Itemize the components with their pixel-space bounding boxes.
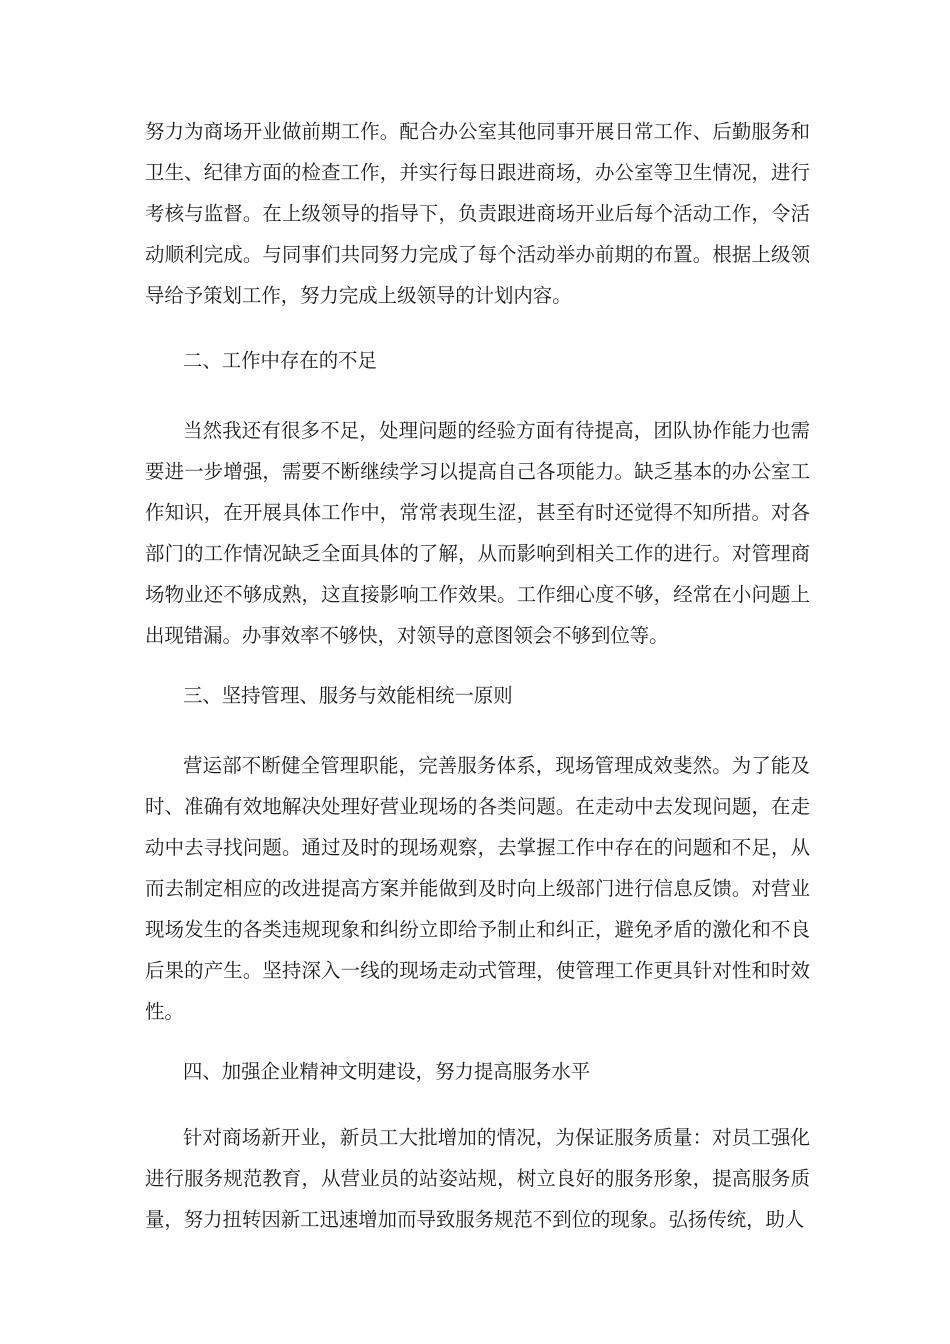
- section-heading: 三、坚持管理、服务与效能相统一原则: [183, 684, 513, 707]
- body-paragraph: 努力为商场开业做前期工作。配合办公室其他同事开展日常工作、后勤服务和卫生、纪律方面的检查工作，并实行每日跟进商场，办公室等卫生情况，进行考核与监督。在上级领导的指导下，负责跟进商场开业后每个活动工作，令活动顺利完成。与同事们共同努力完成了每个活动举办前期的布置。根据上级领导给予策划工作，努力完成上级领导的计划内容。: [145, 120, 810, 307]
- section-heading: 二、工作中存在的不足: [183, 349, 377, 372]
- body-paragraph: 针对商场新开业，新员工大批增加的情况，为保证服务质量：对员工强化进行服务规范教育，从营业员的站姿站规，树立良好的服务形象，提高服务质量，努力扭转因新工迅速增加而导致服务规范不到位的现象。弘扬传统，助人: [145, 1126, 810, 1231]
- section-heading: 四、加强企业精神文明建设，努力提高服务水平: [183, 1060, 591, 1083]
- body-paragraph: 营运部不断健全管理职能，完善服务体系，现场管理成效斐然。为了能及时、准确有效地解决处理好营业现场的各类问题。在走动中去发现问题，在走动中去寻找问题。通过及时的现场观察，去掌握工作中存在的问题和不足，从而去制定相应的改进提高方案并能做到及时向上级部门进行信息反馈。对营业现场发生的各类违规现象和纠纷立即给予制止和纠正，避免矛盾的激化和不良后果的产生。坚持深入一线的现场走动式管理，使管理工作更具针对性和时效性。: [145, 754, 810, 1023]
- body-paragraph: 当然我还有很多不足，处理问题的经验方面有待提高，团队协作能力也需要进一步增强，需要不断继续学习以提高自己各项能力。缺乏基本的办公室工作知识，在开展具体工作中，常常表现生涩，甚至有时还觉得不知所措。对各部门的工作情况缺乏全面具体的了解，从而影响到相关工作的进行。对管理商场物业还不够成熟，这直接影响工作效果。工作细心度不够，经常在小问题上出现错漏。办事效率不够快，对领导的意图领会不够到位等。: [145, 419, 810, 647]
